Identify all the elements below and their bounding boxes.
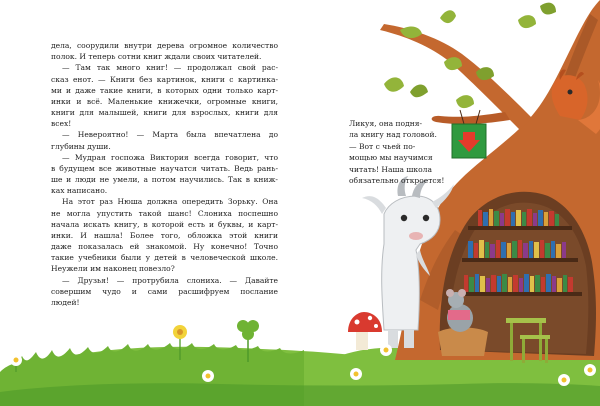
leaves (384, 3, 556, 108)
caption-line: ла книгу над головой. (349, 130, 437, 140)
text-line: — Невероятно! — Марта была впечатлена до (62, 130, 278, 140)
text-line: книги для малышей, книги для взрослых, книги для (51, 108, 278, 118)
text-line: глубины души. (51, 141, 111, 151)
text-line: ках написано. (51, 186, 108, 196)
illustration-caption (349, 118, 469, 186)
text-line: — Мудрая госпожа Виктория всегда говорит, что (62, 152, 278, 162)
text-line: инки. И нашла! Более того, обложка этой книги (51, 230, 278, 240)
text-line: дела, соорудили внутри дерева огромное количество (51, 41, 278, 50)
text-line: — Там так много книг! — продолжал свой рас- (62, 63, 278, 73)
caption-line: обязательно откроется! (349, 175, 445, 185)
text-line: Неужели им наконец повезло? (51, 264, 175, 274)
text-line: совершим чудо и сами расшифруем послание (51, 286, 278, 296)
text-line: в будущем все животные научатся читать. Ведь рань- (51, 163, 278, 173)
text-line: начала искать книгу, в которой есть и буквы, и карт- (51, 219, 278, 229)
text-line: даже показалась ей знакомой. Ну конечно! Точно (51, 242, 278, 252)
caption-line: мощью мы научимся (349, 153, 433, 163)
text-line: На этот раз Нюша должна опередить Зорьку. Она (62, 197, 278, 207)
text-line: инки и всё. Маленькие книжечки, огромные книги, (51, 96, 278, 106)
text-line: ше и люди не умели, а потом научились. Так в книж- (51, 175, 278, 185)
text-line: такие учебники были у детей в человеческой школе. (51, 253, 278, 263)
caption-line: — Вот с чьей по- (349, 141, 416, 151)
caption-line: читать! Наша школа (349, 164, 432, 174)
text-line: ми и даже такие книги, в которых одни только карт- (51, 85, 278, 95)
text-line: людей! (51, 297, 80, 307)
stool (438, 328, 488, 357)
mushroom (348, 312, 382, 350)
text-line: не могла упустить такой шанс! Слониха поспешно (51, 208, 278, 218)
text-line: сказ енот. — Книги без картинок, книги с картинка- (51, 74, 278, 84)
text-line: всех! (51, 119, 72, 129)
text-line: — Друзья! — протрубила слониха. — Давайте (62, 275, 278, 285)
caption-line: Ликуя, она подня- (349, 119, 423, 128)
text-line: полок. И теперь сотни книг ждали своих читателей. (51, 52, 262, 62)
